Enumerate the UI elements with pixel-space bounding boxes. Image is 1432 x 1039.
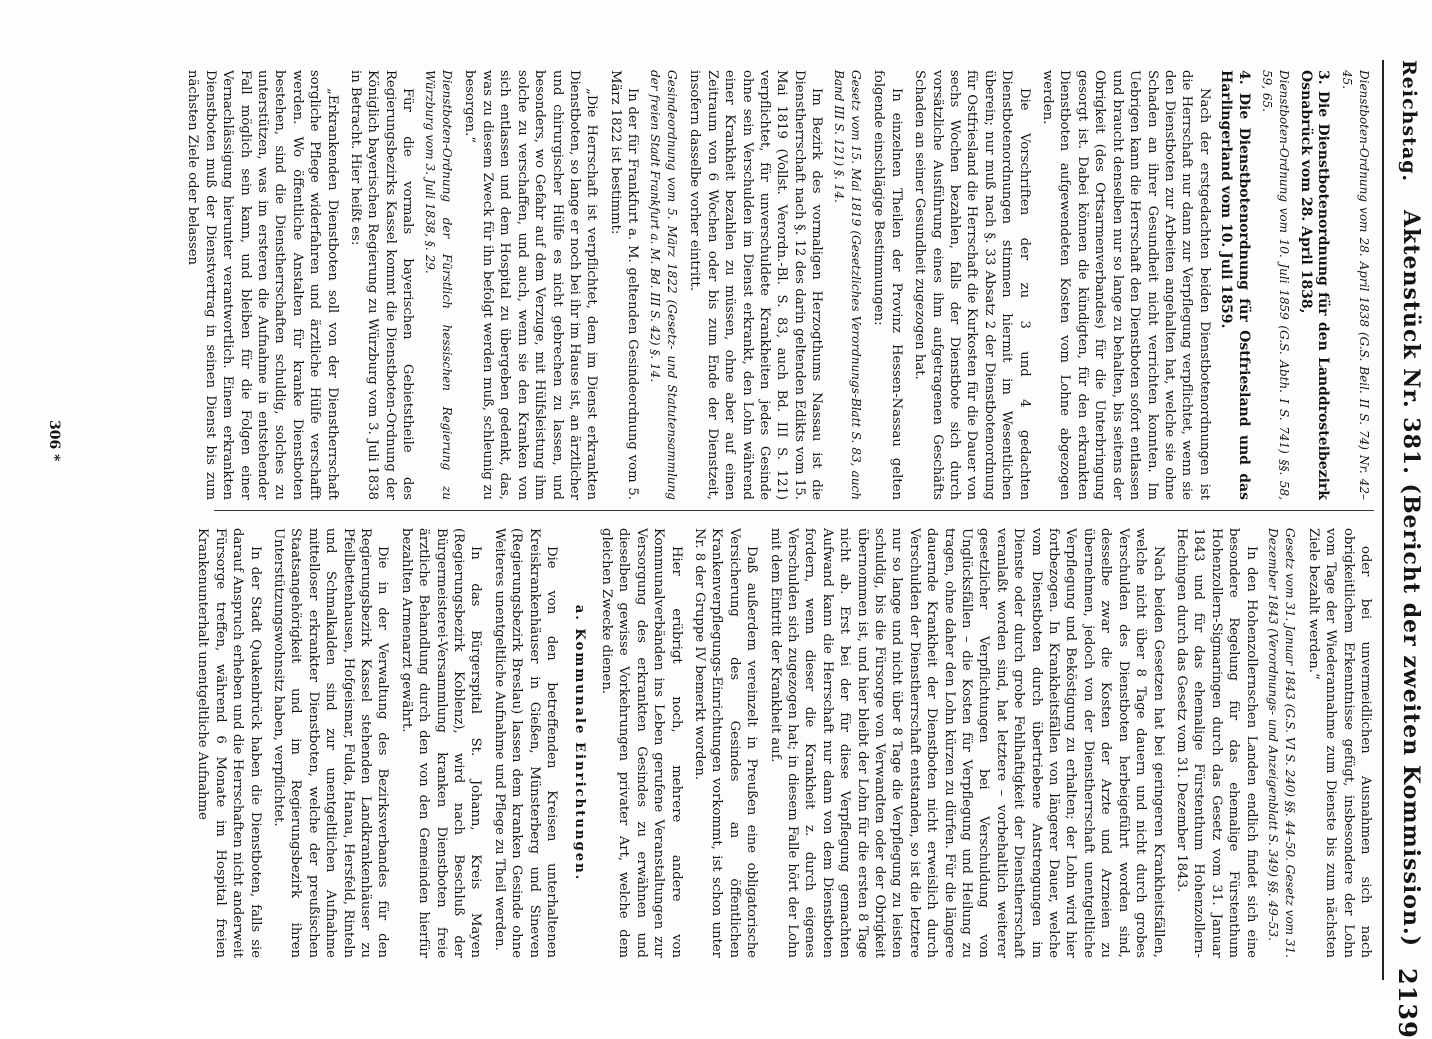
header-rule (1382, 60, 1384, 980)
section-title: 4. Die Dienstbotenordnung für Ostfriesland und das Harlingerland vom 10. Juli 1859. (1218, 70, 1252, 500)
paragraph: Hier erübrigt noch, mehrere andere von Kommunalverbänden ins Leben gerufene Veranstaltungen zur Versorgung des erkrankten Gesindes zu erwähnen und dieselben gewisse Vorkehrungen privater Art, welche dem gleichen Zwecke dienen. (598, 528, 684, 958)
paragraph: Nach beiden Gesetzen hat bei geringeren Krankheitsfällen, welche nicht über 8 Tage dauern und nicht durch grobes Verschulden des Dienstboten herbeigeführt worden sind, desselbe zwar die Kosten der Arzte und Arzneien zu übernehmen, jedoch von der Dienstherrschaft unentgeltliche Verpflegung und Beköstigung zu erhalten; der Lohn wird hier fortbezogen. In Krankheitsfällen von längerer Dauer, welche vom Dienstboten durch übertriebene Anstrengungen im Dienste oder durch grobe Fehlhaftigkeit der Dienstherrschaft veranlaßt worden sind, hat letztere – vorbehaltlich weiterer gesetzlicher Verpflichtungen bei Verschuldung von Unglücksfällen – die Kosten für Verpflegung und Heilung zu tragen, ohne daher den Lohn kürzen zu dürfen. Für die längere dauernde Krankheit der Dienstboten nicht erweislich durch Verschulden der Dienstherrschaft entstanden, so ist die letztere nur so lange und nicht über 8 Tage die Verpflegung zu leisten schuldig, bis die Fürsorge von Verwandten oder der Obrigkeit übernommen ist, und hier bleibt der Lohn für die ersten 8 Tage nicht ab. Erst bei der für diese Verpflegung gemachten Aufwand kann die Herrschaft nur dann von dem Dienstboten fordern, wenn dieser die Krankheit z. durch eigenes Verschulden sich zugezogen hat; in diesem Falle hört der Lohn mit dem Eintritt der Krankheit auf. (767, 528, 1166, 958)
header-left: Reichstag. (1398, 60, 1420, 183)
legal-reference: Gesetz vom 31. Januar 1843 (G.S. VI S. 240) §§. 44–50. Gesetz vom 31. Dezember 1843 (Verordnungs- und Anzeigenblatt S. 349) §§. 49–53. (1265, 528, 1298, 958)
legal-reference: Gesindeordnung vom 5. März 1822 (Gesetz- und Statutensammlung der freien Stadt Frankfurt a. M. Bd. III S. 42) §. 14. (647, 70, 679, 500)
paragraph: „Erkrankenden Dienstboten soll von der Dienstherrschaft sorgliche Pflege widerfahren und ärztliche Hülfe verschafft werden. Wo öffentliche Anstalten für kranke Dienstboten bestehen, sind die Dienstherrschaften schuldig, solches zu unterstützen, was im ersteren die Aufnahme in entstehender Fall möglich sein kann, und bleiben für die Folgen einer Vernachlässigung hierunter verantwortlich. Einem erkrankten Dienstboten muß der Dienstvertrag in seinen Dienst bis zum nächsten Ziele oder belassen (185, 70, 340, 500)
left-column (64, 70, 1374, 500)
footer-page-number: 306 * (46, 420, 62, 462)
paragraph: „Die Herrschaft ist verpflichtet, dem im Dienst erkrankten Dienstboten, so lange er noch bei ihr im Hause ist, an ärztlicher und chirurgischer Hülfe es nicht gebrechen zu lassen, und besonders, wo Gefahr auf dem Verzuge, mit Hülfsleistung ihm solche zu verschaffen, und auch, wenn sie den Kranken von sich entlassen und dem Hospital zu übergeben gedenkt, das, was zu diesem Zweck für ihn befolgt werden muß, schleunig zu besorgen.“ (462, 70, 600, 500)
paragraph: In das Bürgerspital St. Johann, Kreis Mayen (Regierungsbezirk Koblenz), wird nach Beschluß der Bürgermeisterei-Versammlung kranken Dienstboten freie ärztliche Behandlung durch den von den Gemeinden hierfür bezahlten Armenarzt gewährt. (398, 528, 484, 958)
paragraph: Nach der erstgedachten beiden Dienstbotenordnungen ist die Herrschaft nur dann zur Verpflegung verpflichtet, wenn sie den Dienstboten zur Arbeiten angehalten hat, welche sie ohne Schaden an ihrer Gesundheit nicht verrichten konnten. Im Uebrigen kann die Herrschaft den Dienstboten sofort entlassen und braucht denselben nur so lange zu behalten, bis seitens der Obrigkeit (des Ortsarmenverbandes) für die Unterbringung gesorgt ist. Dabei können die kündigten, für den erkrankten Dienstboten aufgewendeten Kosten vom Lohne abgezogen werden. (1040, 70, 1212, 500)
header-title: Aktenstück Nr. 381. (Bericht der zweiten Kommission.) (1398, 210, 1424, 948)
paragraph: Für die vormals bayerischen Gebietstheile des Regierungsbezirks Kassel kommt die Dienstboten-Ordnung der Königlich bayerischen Regierung zu Würzburg vom 3. Juli 1838 in Betracht. Hier heißt es: (348, 70, 416, 500)
paragraph: Die in der Verwaltung des Bezirksverbandes für den Regierungsbezirk Kassel stehenden Landkrankenhäuser zu Pfeilbettenhausen, Hofgeismar, Fulda, Hanau, Hersfeld, Rinteln und Schmalkalden sind zur unentgeltlichen Aufnahme mittelloser erkrankter Dienstboten, welche der preußischen Staatsangehörigkeit und im Regierungsbezirk ihren Unterstützungswohnsitz haben, verpflichtet. (271, 528, 391, 958)
page-header (1384, 60, 1424, 1039)
legal-reference: Dienstboten-Ordnung vom 10. Juli 1859 (G.S. Abth. I S. 741) §§. 58, 59, 65. (1259, 70, 1292, 500)
legal-reference: Dienstboten-Ordnung vom 28. April 1838 (G.S. Beil. II S. 74) Nr. 42–45. (1339, 70, 1371, 500)
paragraph: Die von den betreffenden Kreisen unterhaltenen Kreiskrankenhäuser in Gießen, Münsterberg und Sineven (Regierungsbezirk Breslau) lassen dem kranken Gesinde ohne Weiteres unentgeltliche Aufnahme und Pflege zu Theil werden. (491, 528, 560, 958)
subsection-heading: a. Kommunale Einrichtungen. (571, 604, 587, 882)
paragraph: In einzelnen Theilen der Provinz Hessen-Nassau gelten folgende einschlägige Bestimmungen: (871, 70, 904, 500)
paragraph: Daß außerdem vereinzelt in Preußen eine obligatorische Versicherung des Gesindes an öffentlichen Krankenverpflegungs-Einrichtungen vorkommt, ist schon unter Nr. 8 der Gruppe IV bemerkt worden. (691, 528, 760, 958)
right-column (64, 528, 1374, 958)
legal-reference: Dienstboten-Ordnung der Fürstlich hessischen Regierung zu Würzburg vom 3. Juli 1838, §. 29. (422, 70, 455, 500)
paragraph: In der Stadt Quakenbrück haben die Dienstboten, falls sie darauf Anspruch erheben und die Herrschaften nicht anderweit Fürsorge treffen, während 6 Monate im Hospital freien Krankenunterhalt unentgeltliche Aufnahme (195, 528, 263, 958)
legal-reference: Gesetz vom 15. Mai 1819 (Gesetzliches Verordnungs-Blatt S. 83, auch Band III S. 121) §. 14. (831, 70, 864, 500)
column-divider (214, 510, 1374, 511)
paragraph: Im Bezirk des vormaligen Herzogthums Nassau ist die Dienstherrschaft nach §. 12 des darin geltenden Edikts vom 15. Mai 1819 (Vollst. Verordn.-Bl. S. 83, auch Bd. III S. 121) verpflichtet, für unverschuldete Krankheiten jedes Gesinde ohne sein Verschulden im Dienst erkrankt, den Lohn während einer Krankheit bezahlen zu müssen, ohne aber auf einen Zeitraum von 6 Wochen oder bis zum Ende der Dienstzeit, insofern dasselbe vorher eintritt. (687, 70, 825, 500)
paragraph: Die Vorschriften der zu 3 und 4 gedachten Dienstbotenordnungen stimmen hiermit im Wesentlichen überein; nur muß nach §. 33 Absatz 2 der Dienstbotenordnung für Ostfriesland die Herrschaft die Kurkosten für die Dauer von sechs Wochen bezahlen, falls der Dienstbote sich durch vorsätzliche Ausführung eines ihm aufgetragenen Geschäfts Schaden an seiner Gesundheit zugezogen hat. (912, 70, 1032, 500)
section-title: 3. Die Dienstbotenordnung für den Landdrosteibezirk Osnabrück vom 28. April 1838, (1297, 70, 1332, 500)
paragraph: oder bei unvermeidlichen Ausnahmen sich nach obrigkeitlichem Erkenntnisse gefügt, insbesondere der Lohn vom Tage der Wiederannahme zum Dienste bis zum nächsten Ziele bezahlt werden.“ (1305, 528, 1373, 958)
header-page-number: 2139 (1393, 968, 1422, 1039)
paragraph: In den Hohenzollernschen Landen endlich findet sich eine besondere Regelung für das ehemalige Fürstenthum Hohenzollern-Sigmaringen durch das Gesetz vom 31. Januar 1843 und für das ehemalige Fürstenthum Hohenzollern-Hechingen durch das Gesetz vom 31. Dezember 1843. (1173, 528, 1259, 958)
paragraph: In der für Frankfurt a. M. geltenden Gesindeordnung vom 5. März 1822 ist bestimmt: (607, 70, 641, 500)
